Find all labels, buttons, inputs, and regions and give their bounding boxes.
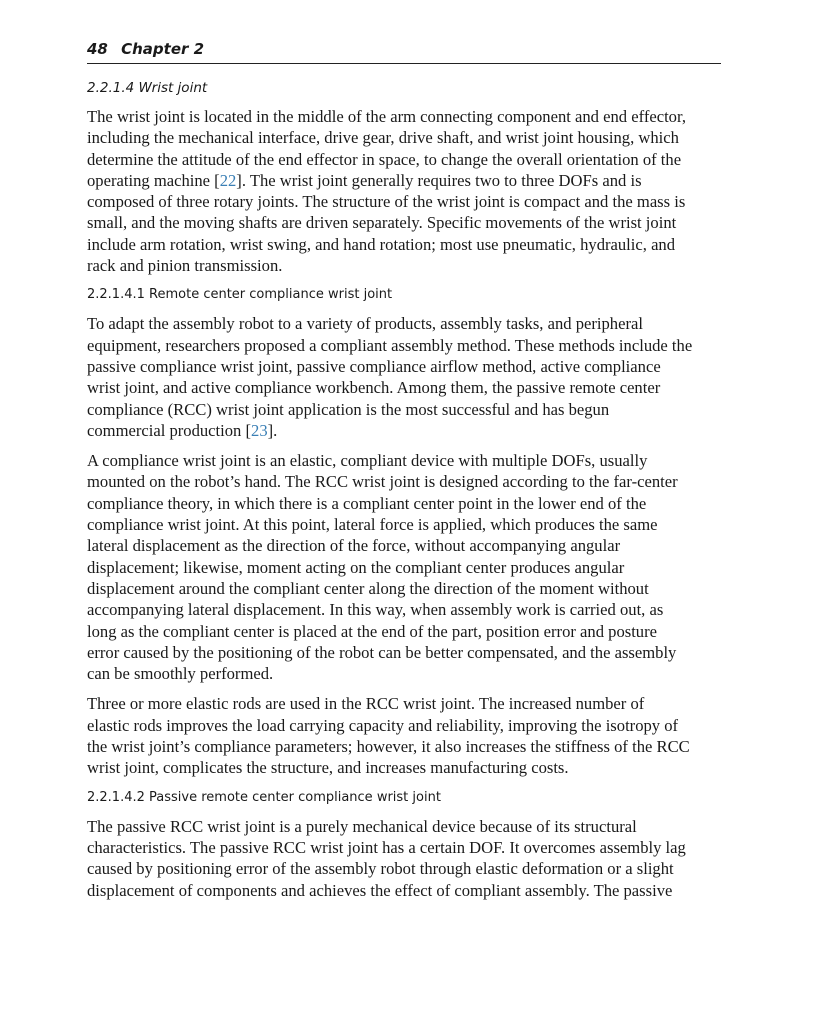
- subsection-number: 2.2.1.4.1: [87, 287, 145, 303]
- text-line: wrist joint, complicates the structure, and increases manufacturing costs.: [87, 758, 569, 778]
- text-line: the wrist joint’s compliance parameters; however, it also increases the stiffness of the RCC: [87, 737, 690, 757]
- subsection-title: Remote center compliance wrist joint: [149, 287, 393, 303]
- paragraph-elastic-rods: [87, 693, 721, 778]
- text-line: mounted on the robot’s hand. The RCC wrist joint is designed according to the far-center: [87, 472, 678, 492]
- text-line: composed of three rotary joints. The structure of the wrist joint is compact and the mass is: [87, 192, 686, 212]
- paragraph-passive-rcc: [87, 816, 721, 901]
- text-line: compliance (RCC) wrist joint application is the most successful and has begun: [87, 399, 610, 419]
- text-line: wrist joint, and active compliance workbench. Among them, the passive remote center: [87, 378, 661, 398]
- paragraph-compliant-assembly: [87, 313, 721, 441]
- text-line: including the mechanical interface, drive gear, drive shaft, and wrist joint housing, which: [87, 128, 679, 148]
- text-fragment: commercial production [: [87, 420, 252, 440]
- text-line: can be smoothly performed.: [87, 664, 274, 684]
- text-line: accompanying lateral displacement. In this way, when assembly work is carried out, as: [87, 600, 664, 620]
- text-line: A compliance wrist joint is an elastic, compliant device with multiple DOFs, usually: [87, 451, 648, 471]
- book-page: [87, 38, 721, 910]
- text-line: equipment, researchers proposed a compliant assembly method. These methods include the: [87, 335, 693, 355]
- text-line: rack and pinion transmission.: [87, 256, 283, 276]
- page-number: 48: [87, 40, 108, 58]
- text-line: characteristics. The passive RCC wrist joint has a certain DOF. It overcomes assembly lag: [87, 837, 686, 857]
- text-line: lateral displacement as the direction of the force, without accompanying angular: [87, 536, 621, 556]
- text-line: compliance wrist joint. At this point, lateral force is applied, which produces the same: [87, 515, 658, 535]
- text-line: include arm rotation, wrist swing, and hand rotation; most use pneumatic, hydraulic, and: [87, 234, 676, 254]
- paragraph-compliance-theory: [87, 450, 721, 684]
- text-line: elastic rods improves the load carrying capacity and reliability, improving the isotropy of: [87, 715, 679, 735]
- text-line: To adapt the assembly robot to a variety of products, assembly tasks, and peripheral: [87, 314, 643, 334]
- text-fragment: ].: [267, 420, 278, 440]
- text-line: passive compliance wrist joint, passive compliance airflow method, active compliance: [87, 356, 661, 376]
- section-heading: [87, 78, 721, 98]
- text-line: displacement around the compliant center along the direction of the moment without: [87, 578, 649, 598]
- text-fragment: ]. The wrist joint generally requires two to three DOFs and is: [236, 170, 642, 190]
- section-title: Wrist joint: [138, 80, 208, 96]
- text-line: determine the attitude of the end effector in space, to change the overall orientation of the: [87, 149, 682, 169]
- text-line: [87, 420, 721, 441]
- section-number: 2.2.1.4: [87, 80, 135, 96]
- text-fragment: operating machine [: [87, 170, 220, 190]
- subsection-title: Passive remote center compliance wrist joint: [149, 789, 441, 805]
- chapter-label: Chapter 2: [121, 40, 205, 58]
- subsection-heading-rcc: [87, 285, 721, 305]
- text-line: small, and the moving shafts are driven separately. Specific movements of the wrist joint: [87, 213, 677, 233]
- subsection-number: 2.2.1.4.2: [87, 789, 145, 805]
- citation-link-23[interactable]: 23: [251, 420, 268, 440]
- text-line: The passive RCC wrist joint is a purely mechanical device because of its structural: [87, 816, 637, 836]
- text-line: [87, 170, 721, 191]
- subsection-heading-passive-rcc: [87, 788, 721, 808]
- text-line: compliance theory, in which there is a compliant center point in the lower end of the: [87, 493, 647, 513]
- running-head: [87, 38, 721, 64]
- text-line: long as the compliant center is placed at the end of the part, position error and posture: [87, 621, 657, 641]
- citation-link-22[interactable]: 22: [219, 170, 237, 190]
- text-line: The wrist joint is located in the middle of the arm connecting component and end effector,: [87, 107, 686, 126]
- text-line: caused by positioning error of the assembly robot through elastic deformation or a slight: [87, 859, 674, 879]
- text-line: Three or more elastic rods are used in the RCC wrist joint. The increased number of: [87, 694, 645, 714]
- text-line: displacement of components and achieves the effect of compliant assembly. The passive: [87, 880, 673, 900]
- text-line: error caused by the positioning of the robot can be better compensated, and the assembly: [87, 642, 677, 662]
- text-line: displacement; likewise, moment acting on the compliant center produces angular: [87, 557, 625, 577]
- paragraph-wrist-joint-intro: [87, 106, 721, 276]
